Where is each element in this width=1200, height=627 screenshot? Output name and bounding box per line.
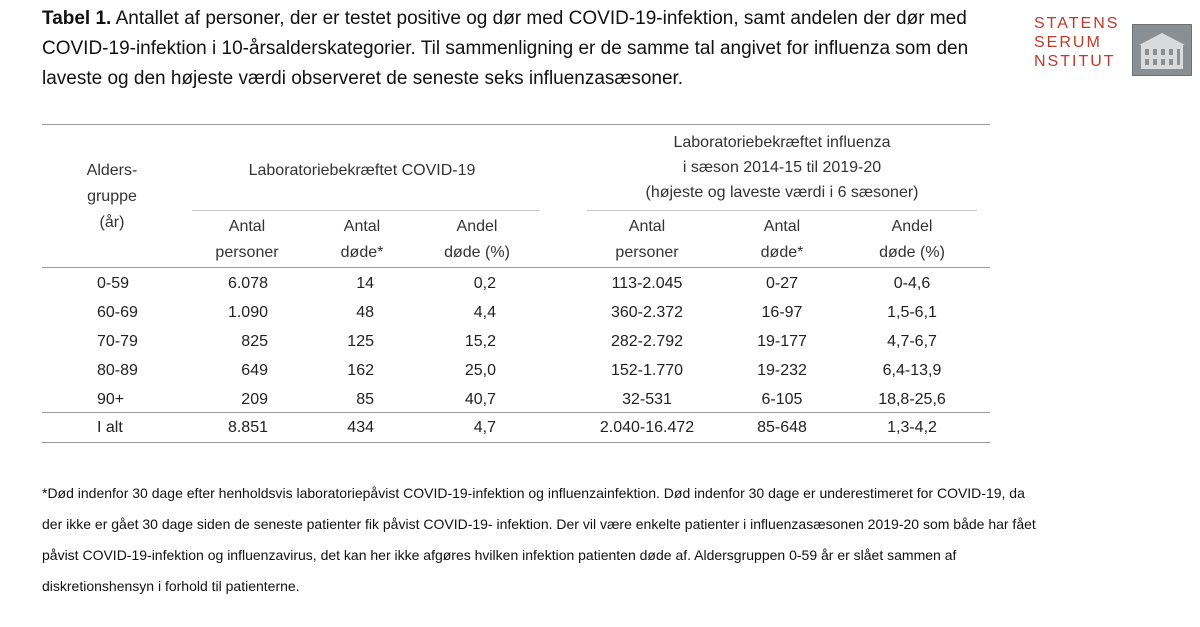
sub-header-line: Antal — [628, 218, 666, 235]
logo-text — [1034, 14, 1126, 71]
covid-persons-cell: 209 — [241, 391, 268, 408]
flu-persons-cell: 113-2.045 — [611, 275, 683, 292]
flu-persons-cell: 282-2.792 — [610, 333, 684, 350]
flu-share-cell: 18,8-25,6 — [878, 391, 946, 408]
flu-deaths-cell: 19-177 — [757, 333, 807, 350]
flu-persons-cell: 32-531 — [622, 391, 672, 408]
sub-header-flu-persons — [592, 214, 702, 266]
sub-header-line: Andel — [456, 218, 498, 235]
flu-deaths-cell: 6-105 — [761, 391, 803, 408]
covid-share-cell: 4,7 — [473, 419, 496, 436]
covid-share-cell: 0,2 — [473, 275, 496, 292]
sub-header-line: døde* — [340, 244, 384, 261]
table-top-rule — [42, 124, 990, 125]
age-cell: 60-69 — [97, 304, 138, 321]
age-cell: 70-79 — [97, 333, 138, 350]
total-top-rule — [42, 412, 990, 413]
flu-deaths-cell: 16-97 — [761, 304, 803, 321]
age-cell: 0-59 — [97, 275, 130, 292]
covid-share-cell: 4,4 — [473, 304, 496, 321]
sub-header-line: Antal — [343, 218, 381, 235]
flu-group-header — [582, 130, 982, 205]
age-cell: 80-89 — [97, 362, 138, 379]
age-header — [72, 158, 152, 236]
sub-header-flu-share — [857, 214, 967, 266]
flu-persons-cell: 2.040-16.472 — [599, 419, 695, 436]
sub-header-line: personer — [215, 244, 279, 261]
covid-persons-cell: 825 — [241, 333, 268, 350]
sub-header-line: personer — [615, 244, 679, 261]
logo-line-2: SERUM — [1034, 34, 1102, 51]
flu-group-line-2: i sæson 2014-15 til 2019-20 — [682, 159, 882, 176]
flu-persons-cell: 360-2.372 — [610, 304, 684, 321]
sub-header-line: døde (%) — [879, 244, 945, 261]
sub-header-line: Antal — [763, 218, 801, 235]
flu-deaths-cell: 0-27 — [765, 275, 799, 292]
ssi-logo — [1034, 14, 1194, 78]
sub-header-covid-share — [422, 214, 532, 266]
caption-text: Antallet af personer, der er testet positive og dør med COVID-19-infektion, samt andelen der dør med COVID-19-infektion i 10-årsalderskategorier. Til sammenligning er de samme tal angivet for influenza som den laveste og den højeste værdi observeret de seneste seks influenzasæsoner. — [42, 8, 969, 89]
covid-persons-cell: 6.078 — [227, 275, 268, 292]
covid-deaths-cell: 85 — [356, 391, 374, 408]
covid-persons-cell: 649 — [241, 362, 268, 379]
covid-deaths-cell: 125 — [347, 333, 374, 350]
flu-deaths-cell: 85-648 — [757, 419, 807, 436]
flu-share-cell: 0-4,6 — [893, 275, 931, 292]
age-cell: 90+ — [97, 391, 125, 408]
covid-deaths-cell: 48 — [356, 304, 374, 321]
sub-header-covid-deaths — [314, 214, 410, 266]
caption-label: Tabel 1. — [42, 8, 112, 29]
sub-header-flu-deaths — [732, 214, 832, 266]
logo-line-3: NSTITUT — [1034, 53, 1116, 70]
covid-deaths-cell: 14 — [356, 275, 374, 292]
covid-group-rule — [192, 210, 540, 211]
building-icon — [1132, 24, 1192, 76]
covid-share-cell: 15,2 — [464, 333, 496, 350]
covid-share-cell: 25,0 — [464, 362, 496, 379]
covid-group-header: Laboratoriebekræftet COVID-19 — [248, 162, 476, 179]
flu-share-cell: 1,5-6,1 — [887, 304, 937, 321]
covid-deaths-cell: 434 — [347, 419, 374, 436]
flu-share-cell: 1,3-4,2 — [887, 419, 937, 436]
flu-group-rule — [587, 210, 977, 211]
flu-group-line-3: (højeste og laveste værdi i 6 sæsoner) — [645, 184, 919, 201]
table-bottom-rule — [42, 442, 990, 443]
age-header-line-3: (år) — [99, 214, 125, 231]
sub-header-line: døde (%) — [444, 244, 510, 261]
data-table — [42, 124, 990, 444]
sub-header-line: Antal — [228, 218, 266, 235]
table-caption — [42, 4, 977, 94]
sub-header-line: døde* — [760, 244, 804, 261]
header-bottom-rule — [42, 267, 990, 268]
flu-persons-cell: 152-1.770 — [610, 362, 684, 379]
logo-line-1: STATENS — [1034, 15, 1120, 32]
footnote: *Død indenfor 30 dage efter henholdsvis laboratoriepåvist COVID-19-infektion og influenzainfektion. Død indenfor 30 dage er underestimeret for COVID-19, da der ikke er gået 30 dage siden de seneste patienter fik påvist COVID-19- infektion. Der vil være enkelte patienter i influenzasæsonen 2019-20 som både har fået påvist COVID-19-infektion og influenzavirus, det kan her ikke afgøres hvilken infektion patienten døde af. Aldersgruppen 0-59 år er slået sammen af diskretionshensyn i forhold til patienterne. — [42, 485, 1036, 594]
sub-header-covid-persons — [192, 214, 302, 266]
total-label-cell: I alt — [97, 419, 123, 436]
age-header-line-2: gruppe — [87, 188, 137, 205]
flu-group-line-1: Laboratoriebekræftet influenza — [673, 134, 891, 151]
covid-deaths-cell: 162 — [347, 362, 374, 379]
flu-share-cell: 4,7-6,7 — [887, 333, 937, 350]
sub-header-line: Andel — [891, 218, 933, 235]
covid-persons-cell: 1.090 — [227, 304, 268, 321]
covid-share-cell: 40,7 — [464, 391, 496, 408]
covid-persons-cell: 8.851 — [227, 419, 268, 436]
flu-deaths-cell: 19-232 — [757, 362, 807, 379]
flu-share-cell: 6,4-13,9 — [882, 362, 942, 379]
age-header-line-1: Alders- — [86, 162, 138, 179]
